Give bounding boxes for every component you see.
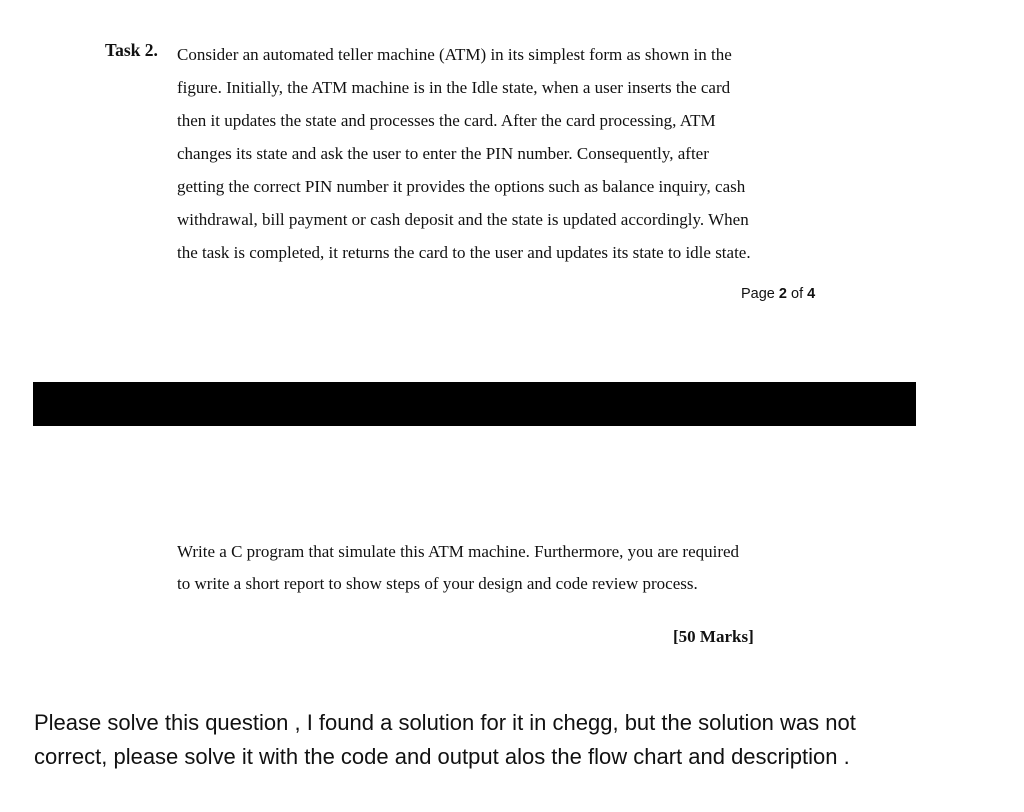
- page-prefix: Page: [741, 286, 775, 302]
- page-total: 4: [807, 286, 816, 302]
- page-current: 2: [778, 286, 787, 302]
- request-line: Please solve this question , I found a solution for it in chegg, but the solution was not: [34, 710, 856, 735]
- user-request: [34, 706, 994, 774]
- task-line: withdrawal, bill payment or cash deposit and the state is updated accordingly. When: [177, 210, 749, 229]
- task-line: figure. Initially, the ATM machine is in the Idle state, when a user inserts the card: [177, 78, 731, 97]
- assignment-line: to write a short report to show steps of your design and code review process.: [177, 574, 698, 593]
- page-of: of: [791, 286, 804, 302]
- marks-label: [50 Marks]: [673, 627, 754, 646]
- page-number: [741, 283, 815, 305]
- task-line: getting the correct PIN number it provides the options such as balance inquiry, cash: [177, 177, 746, 196]
- assignment-line: Write a C program that simulate this ATM machine. Furthermore, you are required: [177, 542, 740, 561]
- task-line: changes its state and ask the user to enter the PIN number. Consequently, after: [177, 144, 709, 163]
- task-line: Consider an automated teller machine (ATM) in its simplest form as shown in the: [177, 45, 732, 64]
- request-line: correct, please solve it with the code and output alos the flow chart and description .: [34, 744, 850, 769]
- task-line: then it updates the state and processes the card. After the card processing, ATM: [177, 111, 716, 130]
- task-description: [177, 38, 817, 269]
- redaction-bar: [33, 382, 916, 426]
- assignment-instructions: [177, 536, 817, 600]
- task-line: the task is completed, it returns the card to the user and updates its state to idle state.: [177, 243, 751, 262]
- task-label: Task 2.: [105, 40, 158, 60]
